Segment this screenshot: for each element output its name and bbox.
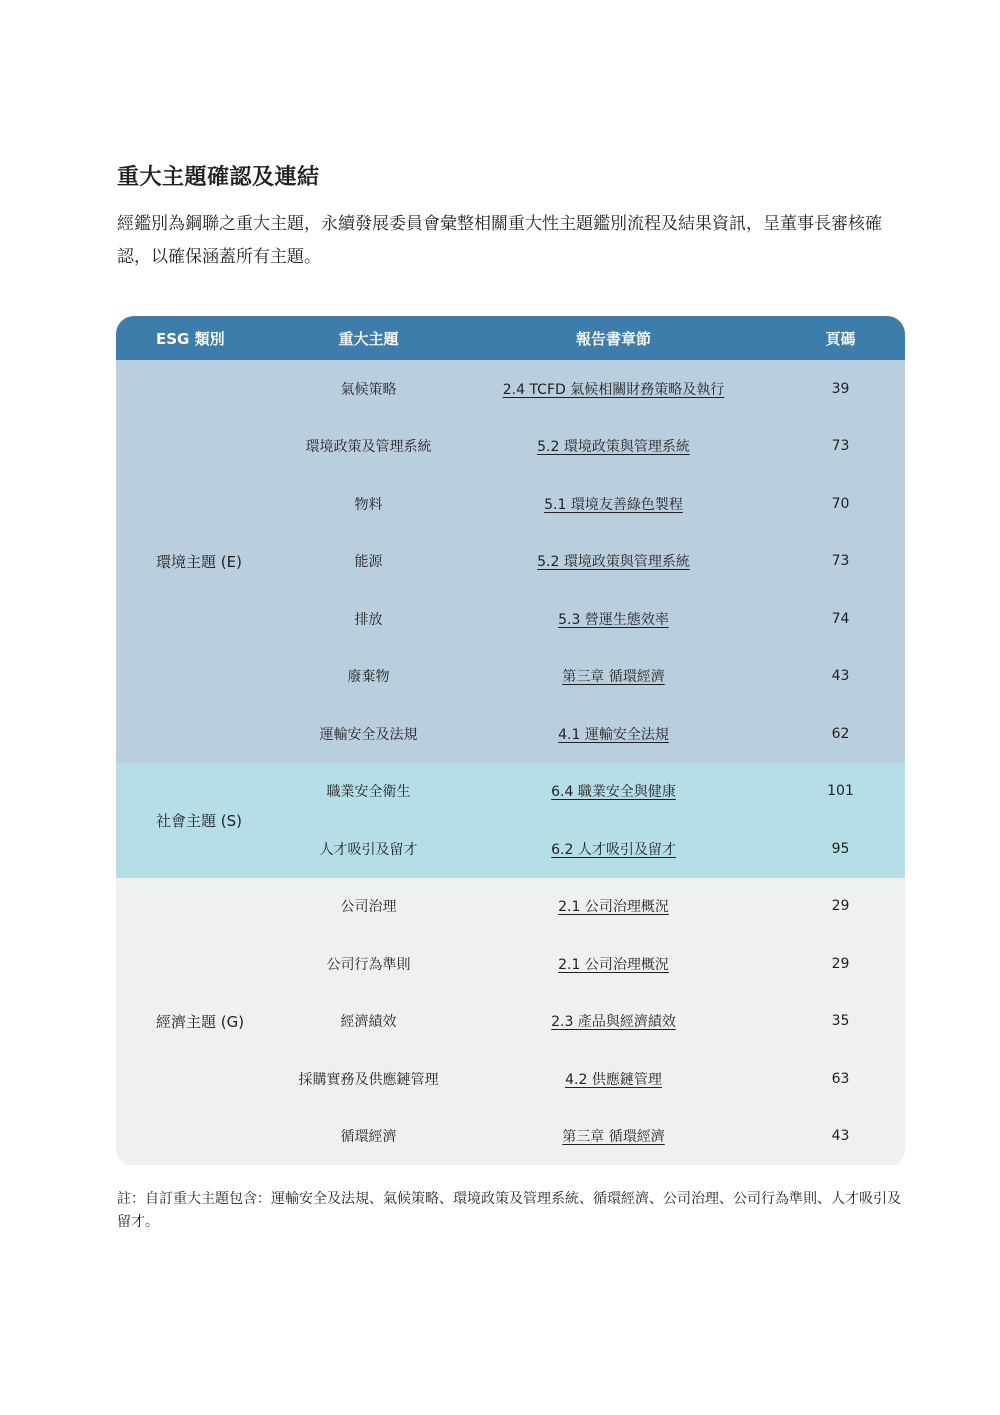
topic-cell: 環境政策及管理系統 (286, 418, 451, 476)
section-link[interactable]: 2.1 公司治理概況 (558, 956, 669, 973)
footnote: 註：自訂重大主題包含：運輸安全及法規、氣候策略、環境政策及管理系統、循環經濟、公司治理、公司行為準則、人才吸引及留才。 (117, 1191, 901, 1230)
section-link[interactable]: 4.1 運輸安全法規 (558, 726, 669, 743)
page-cell: 101 (776, 763, 905, 821)
topic-cell: 職業安全衛生 (286, 763, 451, 821)
page-title: 重大主題確認及連結 (117, 165, 320, 190)
page-cell: 70 (776, 475, 905, 533)
header-esg-category: ESG 類別 (116, 316, 286, 360)
topic-cell: 能源 (286, 533, 451, 591)
topic-cell: 循環經濟 (286, 1108, 451, 1166)
page-cell: 74 (776, 590, 905, 648)
header-report-section: 報告書章節 (451, 316, 776, 360)
page-cell: 73 (776, 418, 905, 476)
header-material-topic: 重大主題 (286, 316, 451, 360)
section-link[interactable]: 6.4 職業安全與健康 (551, 784, 676, 801)
page-cell: 73 (776, 533, 905, 591)
section-link[interactable]: 2.3 產品與經濟績效 (551, 1014, 676, 1031)
section-link[interactable]: 第三章 循環經濟 (562, 1129, 665, 1146)
section-link[interactable]: 5.3 營運生態效率 (558, 611, 669, 628)
topic-cell: 採購實務及供應鏈管理 (286, 1050, 451, 1108)
section-link[interactable]: 4.2 供應鏈管理 (565, 1071, 662, 1088)
header-page-number: 頁碼 (776, 316, 905, 360)
intro-paragraph: 經鑑別為鋼聯之重大主題，永續發展委員會彙整相關重大性主題鑑別流程及結果資訊，呈董事長審核確認，以確保涵蓋所有主題。 (117, 214, 882, 267)
material-topics-table (116, 316, 905, 1167)
topic-cell: 廢棄物 (286, 648, 451, 706)
table-row (116, 360, 905, 418)
topic-cell: 排放 (286, 590, 451, 648)
category-social: 社會主題 (S) (116, 763, 286, 878)
table-row (116, 763, 905, 821)
topic-cell: 人才吸引及留才 (286, 820, 451, 878)
topic-cell: 物料 (286, 475, 451, 533)
section-link[interactable]: 6.2 人才吸引及留才 (551, 841, 676, 858)
topic-cell: 氣候策略 (286, 360, 451, 418)
topic-cell: 經濟績效 (286, 993, 451, 1051)
section-link[interactable]: 第三章 循環經濟 (562, 669, 665, 686)
section-link[interactable]: 5.2 環境政策與管理系統 (537, 554, 690, 571)
section-link[interactable]: 5.2 環境政策與管理系統 (537, 439, 690, 456)
page-cell: 95 (776, 820, 905, 878)
section-link[interactable]: 2.1 公司治理概況 (558, 899, 669, 916)
category-environment: 環境主題 (E) (116, 360, 286, 763)
category-governance: 經濟主題 (G) (116, 878, 286, 1166)
topic-cell: 公司治理 (286, 878, 451, 936)
section-link[interactable]: 2.4 TCFD 氣候相關財務策略及執行 (502, 381, 725, 398)
table-header-row (116, 316, 905, 360)
page-cell: 29 (776, 935, 905, 993)
page-cell: 43 (776, 648, 905, 706)
topic-cell: 公司行為準則 (286, 935, 451, 993)
page-cell: 63 (776, 1050, 905, 1108)
page-cell: 62 (776, 705, 905, 763)
page-cell: 29 (776, 878, 905, 936)
topic-cell: 運輸安全及法規 (286, 705, 451, 763)
table-row (116, 878, 905, 936)
page-cell: 39 (776, 360, 905, 418)
page-cell: 35 (776, 993, 905, 1051)
page-cell: 43 (776, 1108, 905, 1166)
section-link[interactable]: 5.1 環境友善綠色製程 (544, 496, 683, 513)
